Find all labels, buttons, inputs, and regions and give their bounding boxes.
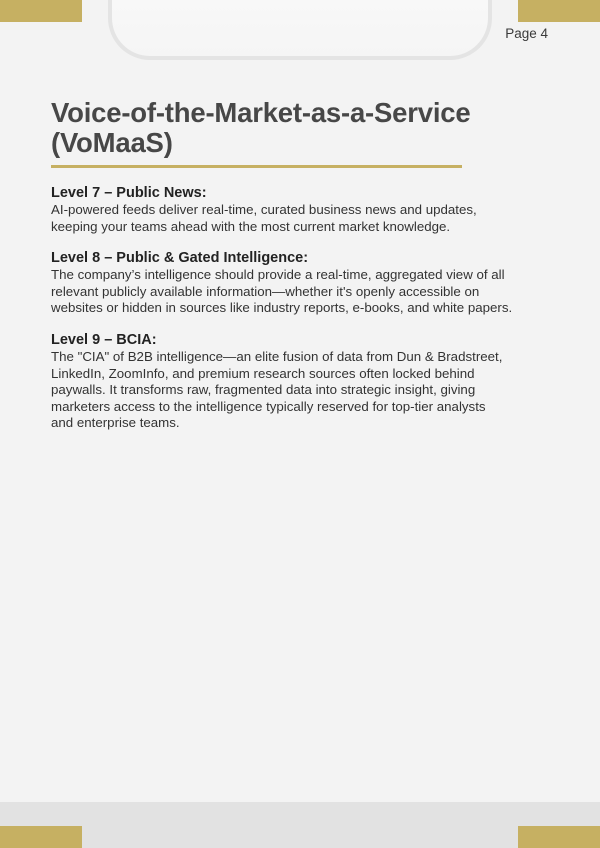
section-body [51,267,551,317]
section-level-7 [51,184,551,235]
corner-accent-top-left [0,0,82,22]
text-line: paywalls. It transforms raw, fragmented data into strategic insight, giving [51,382,476,398]
section-level-9 [51,331,551,432]
text-line: LinkedIn, ZoomInfo, and premium research sources often locked behind [51,365,475,381]
corner-accent-top-right [518,0,600,22]
corner-accent-bottom-right [518,826,600,848]
text-line: AI-powered feeds deliver real-time, curated business news and updates, [51,202,477,217]
page-title-line-2: (VoMaaS) [51,127,173,158]
page-title [51,98,551,158]
section-body [51,202,551,235]
header-decorative-arc [108,0,492,60]
text-line: The "CIA" of B2B intelligence—an elite fusion of data from Dun & Bradstreet, [51,348,503,364]
section-heading: Level 8 – Public & Gated Intelligence: [51,250,309,267]
text-line: relevant publicly available information—whether it's openly accessible on [51,283,480,299]
page-title-line-1: Voice-of-the-Market-as-a-Service [51,97,471,128]
page-number: Page 4 [505,26,548,41]
corner-accent-bottom-left [0,826,82,848]
section-level-8 [51,249,551,317]
title-underline [51,165,462,168]
text-line: The company’s intelligence should provide a real-time, aggregated view of all [51,267,505,283]
content-sections [51,184,551,446]
section-heading: Level 7 – Public News: [51,185,207,201]
text-line: and enterprise teams. [51,415,180,431]
section-body [51,349,551,432]
section-heading: Level 9 – BCIA: [51,331,157,348]
text-line: keeping your teams ahead with the most current market knowledge. [51,218,451,234]
footer-band [0,802,600,848]
text-line: marketers access to the intelligence typically reserved for top-tier analysts [51,398,486,414]
text-line: websites or hidden in sources like industry reports, e-books, and white papers. [51,300,513,316]
